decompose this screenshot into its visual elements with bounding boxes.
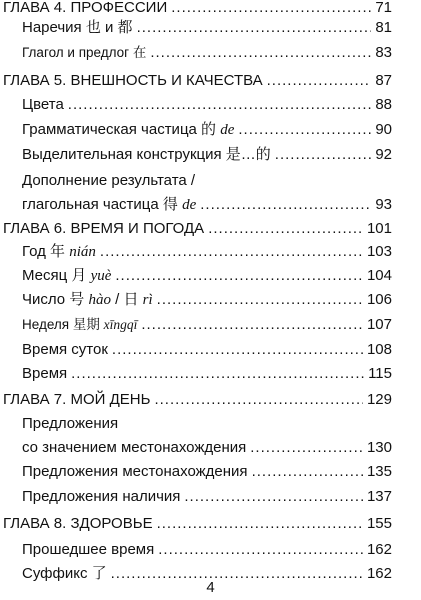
- toc-entry-title: глагольная частица 得 de: [22, 196, 197, 213]
- toc-entry-title: Неделя 星期 xīngqī: [22, 317, 138, 332]
- leader-dots: [71, 364, 364, 384]
- leader-dots: [112, 340, 363, 360]
- toc-page-number: 108: [366, 341, 392, 358]
- toc-page-number: 103: [366, 243, 392, 260]
- toc-page-number: 137: [366, 488, 392, 505]
- toc-entry-title-line: Дополнение результата /: [22, 172, 196, 189]
- leader-dots: [200, 195, 371, 215]
- toc-page-number: 135: [366, 463, 392, 480]
- toc-page-number: 71: [375, 0, 392, 16]
- toc-entry-title: Год 年 nián: [22, 243, 96, 260]
- leader-dots: [137, 18, 372, 38]
- toc-entry-title: Прошедшее время: [22, 541, 155, 558]
- leader-dots: [154, 390, 363, 410]
- toc-page-number: 101: [366, 220, 392, 237]
- toc-entry-title: ГЛАВА 7. МОЙ ДЕНЬ: [3, 391, 151, 408]
- toc-entry-title: ГЛАВА 6. ВРЕМЯ И ПОГОДА: [3, 220, 205, 237]
- leader-dots: [171, 0, 371, 18]
- toc-entry-title: Предложения местонахождения: [22, 463, 248, 480]
- toc-page-number: 129: [366, 391, 392, 408]
- leader-dots: [68, 95, 372, 115]
- toc-entry-title: Число 号 hào / 日 rì: [22, 291, 153, 308]
- toc-page-number: 104: [366, 267, 392, 284]
- leader-dots: [115, 266, 363, 286]
- toc-entry-title: Время суток: [22, 341, 108, 358]
- leader-dots: [157, 290, 363, 310]
- leader-dots: [158, 540, 363, 560]
- leader-dots: [208, 219, 363, 239]
- leader-dots: [184, 487, 363, 507]
- toc-entry-title-line: Предложения: [22, 415, 119, 432]
- leader-dots: [267, 71, 372, 91]
- toc-entry-title: Предложения наличия: [22, 488, 181, 505]
- toc-page-number: 162: [366, 541, 392, 558]
- toc-entry-title: Выделительная конструкция 是…的: [22, 146, 271, 163]
- leader-dots: [250, 438, 363, 458]
- toc-entry-title: Наречия 也 и 都: [22, 19, 133, 36]
- toc-page-number: 88: [375, 96, 392, 113]
- toc-page-number: 83: [375, 44, 392, 61]
- toc-page-number: 107: [366, 316, 392, 333]
- toc-entry-title: ГЛАВА 5. ВНЕШНОСТЬ И КАЧЕСТВА: [3, 72, 263, 89]
- toc-page-number: 93: [375, 196, 392, 213]
- leader-dots: [157, 514, 363, 534]
- toc-entry-title: Время: [22, 365, 68, 382]
- toc-page-number: 106: [366, 291, 392, 308]
- toc-entry-title: Глагол и предлог 在: [22, 45, 147, 60]
- toc-page-number: 155: [366, 515, 392, 532]
- leader-dots: [238, 120, 371, 140]
- leader-dots: [252, 462, 363, 482]
- page-number: 4: [206, 579, 215, 596]
- leader-dots: [141, 315, 363, 335]
- toc-page-number: 90: [375, 121, 392, 138]
- leader-dots: [150, 43, 371, 63]
- toc-entry-title: Цвета: [22, 96, 64, 113]
- toc-page-number: 92: [375, 146, 392, 163]
- leader-dots: [100, 242, 363, 262]
- toc-entry-title: Суффикс 了: [22, 565, 107, 582]
- toc-entry-title: ГЛАВА 8. ЗДОРОВЬЕ: [3, 515, 153, 532]
- toc-entry-title: со значением местонахождения: [22, 439, 247, 456]
- toc-entry-title: ГЛАВА 4. ПРОФЕССИИ: [3, 0, 168, 16]
- toc-page-number: 87: [375, 72, 392, 89]
- toc-page-number: 162: [366, 565, 392, 582]
- toc-page-number: 115: [368, 365, 392, 382]
- toc-entry-title: Месяц 月 yuè: [22, 267, 112, 284]
- toc-entry-title: Грамматическая частица 的 de: [22, 121, 235, 138]
- leader-dots: [275, 145, 372, 165]
- toc-page-number: 81: [375, 19, 392, 36]
- toc-page-number: 130: [366, 439, 392, 456]
